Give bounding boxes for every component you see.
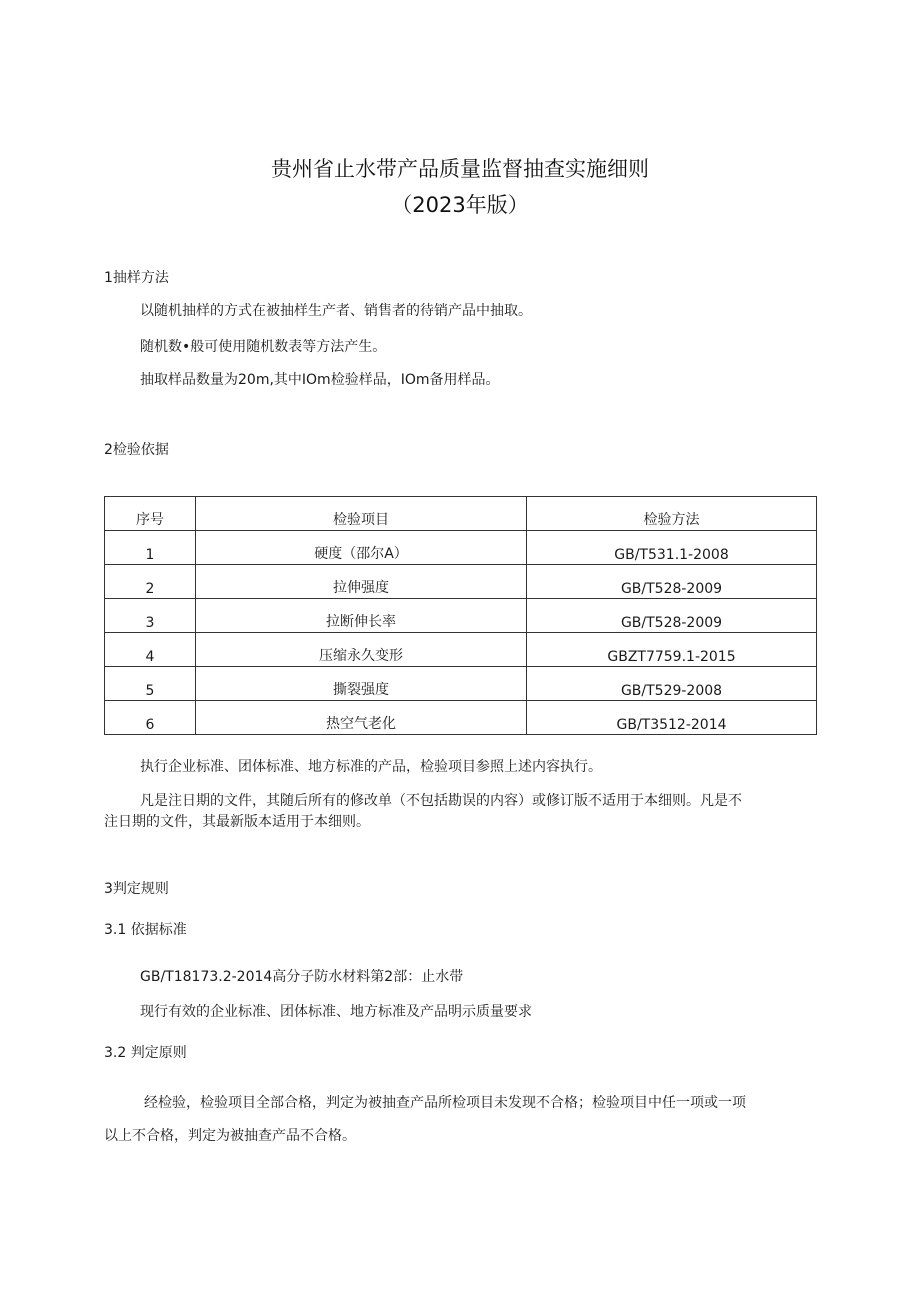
section-2-note: 执行企业标准、团体标准、地方标准的产品，检验项目参照上述内容执行。 bbox=[140, 759, 602, 775]
table-cell: 4 bbox=[105, 633, 196, 667]
section-2-note: 凡是注日期的文件，其随后所有的修改单（不包括勘误的内容）或修订版不适用于本细则。凡是不 bbox=[140, 793, 742, 809]
table-row bbox=[105, 531, 817, 565]
table-cell: 拉断伸长率 bbox=[196, 599, 527, 633]
section-1-paragraph: 抽取样品数量为20m,其中IOm检验样品，IOm备用样品。 bbox=[140, 372, 500, 388]
section-1-paragraph: 以随机抽样的方式在被抽样生产者、销售者的待销产品中抽取。 bbox=[140, 303, 532, 319]
table-cell: 2 bbox=[105, 565, 196, 599]
judgement-paragraph: 以上不合格，判定为被抽查产品不合格。 bbox=[104, 1128, 356, 1144]
judgement-paragraph: 经检验，检验项目全部合格，判定为被抽查产品所检项目未发现不合格；检验项目中任一项或一项 bbox=[144, 1095, 746, 1111]
table-row bbox=[105, 633, 817, 667]
table-row bbox=[105, 701, 817, 735]
section-3-1-heading: 3.1 依据标准 bbox=[104, 922, 187, 938]
table-cell: GB/T528-2009 bbox=[527, 599, 817, 633]
page-subtitle: （2023年版） bbox=[391, 193, 529, 217]
standard-item: GB/T18173.2-2014高分子防水材料第2部：止水带 bbox=[140, 969, 464, 985]
table-cell: 3 bbox=[105, 599, 196, 633]
section-3-2-heading: 3.2 判定原则 bbox=[104, 1045, 187, 1061]
table-cell: GB/T529-2008 bbox=[527, 667, 817, 701]
table-header-cell: 检验方法 bbox=[527, 497, 817, 531]
standard-item: 现行有效的企业标准、团体标准、地方标准及产品明示质量要求 bbox=[140, 1004, 532, 1020]
table-cell: GB/T528-2009 bbox=[527, 565, 817, 599]
table-cell: 硬度（邵尔A） bbox=[196, 531, 527, 565]
page-title: 贵州省止水带产品质量监督抽查实施细则 bbox=[271, 157, 649, 181]
section-3-heading: 3判定规则 bbox=[104, 881, 169, 897]
table-cell: 拉伸强度 bbox=[196, 565, 527, 599]
table-header-cell: 序号 bbox=[105, 497, 196, 531]
table-cell: 6 bbox=[105, 701, 196, 735]
table-row bbox=[105, 667, 817, 701]
table-cell: 压缩永久变形 bbox=[196, 633, 527, 667]
table-cell: GBZT7759.1-2015 bbox=[527, 633, 817, 667]
table-cell: GB/T3512-2014 bbox=[527, 701, 817, 735]
table-header-cell: 检验项目 bbox=[196, 497, 527, 531]
table-cell: 5 bbox=[105, 667, 196, 701]
section-2-heading: 2检验依据 bbox=[104, 442, 169, 458]
table-cell: 撕裂强度 bbox=[196, 667, 527, 701]
table-cell: 热空气老化 bbox=[196, 701, 527, 735]
inspection-table bbox=[104, 496, 817, 735]
section-1-paragraph: 随机数•般可使用随机数表等方法产生。 bbox=[140, 339, 387, 355]
table-cell: 1 bbox=[105, 531, 196, 565]
table-header-row bbox=[105, 497, 817, 531]
table-cell: GB/T531.1-2008 bbox=[527, 531, 817, 565]
section-2-note: 注日期的文件，其最新版本适用于本细则。 bbox=[104, 814, 370, 830]
table-row bbox=[105, 599, 817, 633]
section-1-heading: 1抽样方法 bbox=[104, 270, 169, 286]
table-row bbox=[105, 565, 817, 599]
